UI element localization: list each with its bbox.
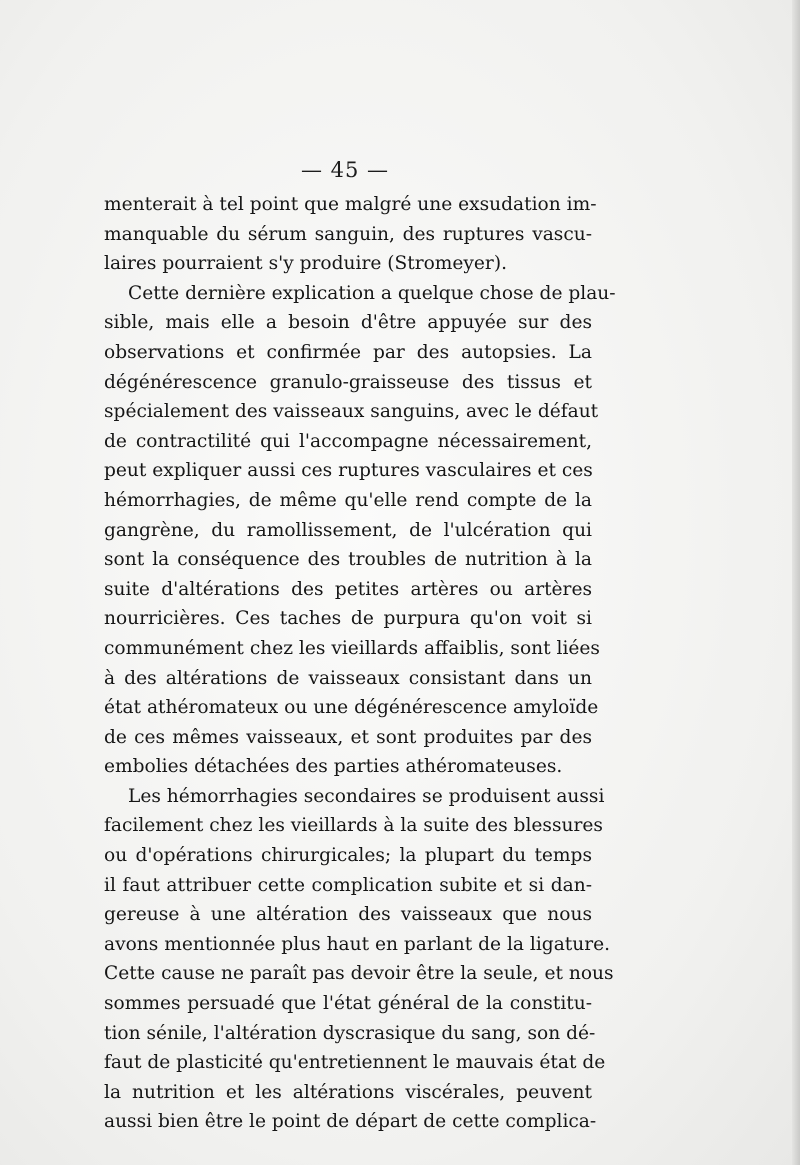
text-line: facilement chez les vieillards à la suite des blessures — [104, 815, 603, 837]
text-line: suite d'altérations des petites artères ou artères — [104, 578, 592, 600]
text-line: tion sénile, l'altération dyscrasique du sang, son dé- — [104, 1022, 596, 1044]
text-line: Cette dernière explication a quelque chose de plau- — [128, 282, 616, 304]
page-edge — [792, 0, 800, 1165]
text-line: faut de plasticité qu'entretiennent le mauvais état de — [104, 1052, 606, 1074]
text-line: nourricières. Ces taches de purpura qu'on voit si — [104, 608, 592, 630]
text-line: sont la conséquence des troubles de nutrition à la — [104, 549, 592, 571]
text-line: spécialement des vaisseaux sanguins, avec le défaut — [104, 401, 599, 423]
text-line: sommes persuadé que l'état général de la constitu- — [104, 993, 592, 1015]
text-line: embolies détachées des parties athéromateuses. — [104, 756, 563, 778]
text-line: Cette cause ne paraît pas devoir être la seule, et nous — [104, 963, 614, 985]
text-line: hémorrhagies, de même qu'elle rend compte de la — [104, 489, 592, 511]
text-line: gereuse à une altération des vaisseaux que nous — [104, 904, 592, 926]
text-line: à des altérations de vaisseaux consistant dans un — [104, 667, 592, 689]
text-line: avons mentionnée plus haut en parlant de la ligature. — [104, 933, 611, 955]
text-line: dégénérescence granulo-graisseuse des tissus et — [104, 371, 592, 393]
page-number: — 45 — — [300, 158, 390, 182]
text-line: la nutrition et les altérations viscérales, peuvent — [104, 1081, 592, 1103]
text-line: sible, mais elle a besoin d'être appuyée sur des — [104, 312, 592, 334]
text-line: observations et confirmée par des autopsies. La — [104, 341, 592, 363]
text-line: de ces mêmes vaisseaux, et sont produites par des — [104, 726, 592, 748]
text-line: aussi bien être le point de départ de cette complica- — [104, 1111, 597, 1133]
text-line: il faut attribuer cette complication subite et si dan- — [104, 874, 592, 896]
text-line: manquable du sérum sanguin, des ruptures vascu- — [104, 223, 592, 245]
text-line: laires pourraient s'y produire (Stromeyer). — [104, 253, 507, 275]
text-line: ou d'opérations chirurgicales; la plupart du temps — [104, 845, 592, 867]
text-line: état athéromateux ou une dégénérescence amyloïde — [104, 697, 599, 719]
text-line: peut expliquer aussi ces ruptures vasculaires et ces — [104, 460, 593, 482]
page-body-text — [104, 190, 616, 1137]
text-line: gangrène, du ramollissement, de l'ulcération qui — [104, 519, 592, 541]
text-line: communément chez les vieillards affaiblis, sont liées — [104, 637, 600, 659]
text-line: menterait à tel point que malgré une exsudation im- — [104, 194, 597, 215]
text-line: de contractilité qui l'accompagne nécessairement, — [104, 430, 592, 452]
text-line: Les hémorrhagies secondaires se produisent aussi — [128, 785, 605, 807]
